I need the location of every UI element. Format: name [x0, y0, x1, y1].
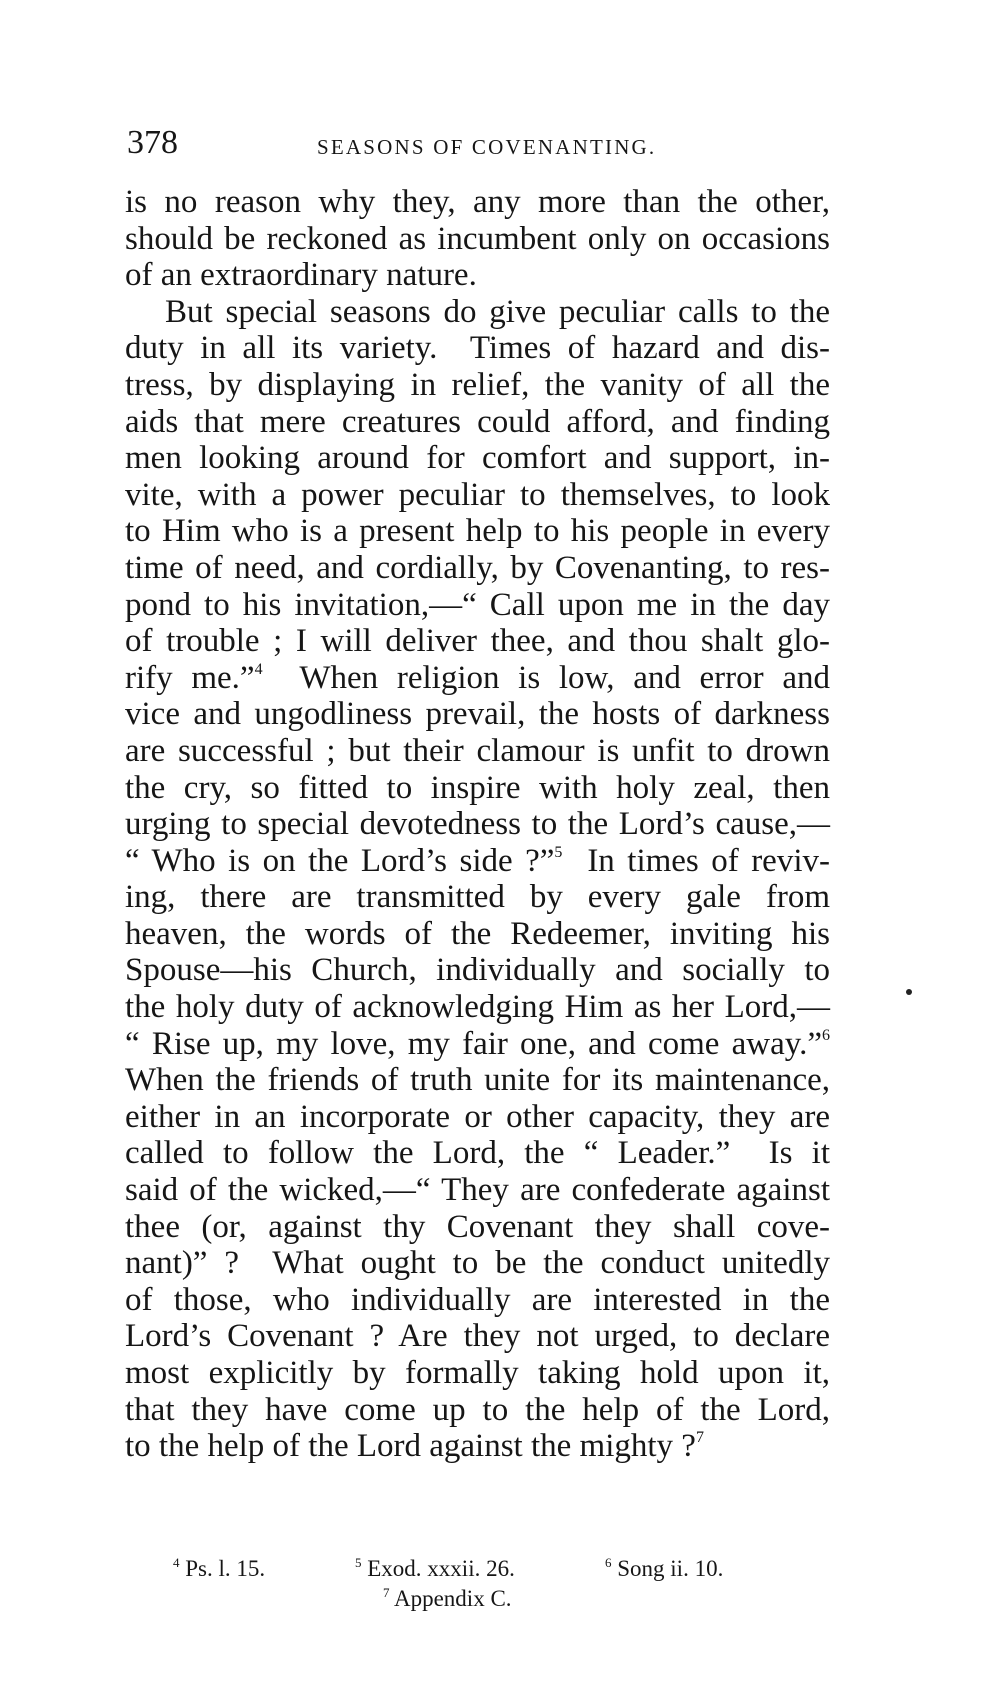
- line-text: vite, with a power peculiar to themselves, to look: [125, 476, 830, 513]
- line-text: should be reckoned as incumbent only on occasions: [125, 220, 830, 257]
- text-line: [125, 1245, 830, 1282]
- text-line: [125, 1392, 830, 1429]
- text-line: [125, 1135, 830, 1172]
- line-text: aids that mere creatures could afford, and finding: [125, 403, 830, 440]
- line-text: nant)” ? What ought to be the conduct unitedly: [125, 1245, 830, 1282]
- line-text: “ Rise up, my love, my fair one, and come away.”: [125, 1025, 822, 1062]
- text-line: [125, 404, 830, 441]
- text-line: [125, 221, 830, 258]
- text-line: [125, 843, 830, 880]
- text-line: [125, 916, 830, 953]
- text-line: [125, 733, 830, 770]
- line-text: either in an incorporate or other capacity, they are: [125, 1098, 830, 1135]
- text-line: [125, 1172, 830, 1209]
- line-text: When the friends of truth unite for its maintenance,: [125, 1062, 830, 1099]
- footnote-ref: 4: [254, 660, 263, 678]
- text-line: [125, 660, 830, 697]
- text-line: [125, 1062, 830, 1099]
- line-text: of an extraordinary nature.: [125, 257, 477, 294]
- footnote-4: [173, 1554, 265, 1584]
- text-line: [125, 1282, 830, 1319]
- line-text: of those, who individually are interested in the: [125, 1281, 830, 1318]
- line-text: that they have come up to the help of the Lord,: [125, 1391, 830, 1428]
- footnote-6: [605, 1554, 723, 1584]
- footnote-text: Appendix C.: [393, 1586, 512, 1611]
- text-line: [125, 1318, 830, 1355]
- text-line: [125, 952, 830, 989]
- line-text: heaven, the words of the Redeemer, inviting his: [125, 915, 830, 952]
- text-line: [125, 550, 830, 587]
- footnote-row: [125, 1554, 830, 1584]
- text-line: [125, 806, 830, 843]
- body-text: [125, 184, 830, 1465]
- text-line: [125, 989, 830, 1026]
- line-text: ing, there are transmitted by every gale from: [125, 879, 830, 916]
- footnote-number: 7: [383, 1585, 390, 1600]
- text-line: [125, 1428, 830, 1465]
- line-text: time of need, and cordially, by Covenanting, to res-: [125, 549, 830, 586]
- footnote-ref: 7: [695, 1429, 704, 1447]
- page-header: [127, 118, 827, 168]
- line-text-continued: When religion is low, and error and: [262, 659, 830, 696]
- line-text: Spouse—his Church, individually and socially to: [125, 952, 830, 989]
- footnote-7: [383, 1584, 512, 1614]
- footnote-ref: 5: [554, 843, 563, 861]
- footnote-5: [355, 1554, 515, 1584]
- text-line: [125, 330, 830, 367]
- line-text: vice and ungodliness prevail, the hosts of darkness: [125, 696, 830, 733]
- line-text: “ Who is on the Lord’s side ?”: [125, 842, 555, 879]
- footnote-text: Exod. xxxii. 26.: [367, 1556, 515, 1581]
- text-line: [125, 879, 830, 916]
- text-line: [125, 1209, 830, 1246]
- text-line: [125, 513, 830, 550]
- footnote-number: 5: [355, 1555, 362, 1570]
- page-number: 378: [127, 124, 178, 161]
- footnote-number: 4: [173, 1555, 180, 1570]
- line-text: tress, by displaying in relief, the vanity of all the: [125, 366, 830, 403]
- footnote-number: 6: [605, 1555, 612, 1570]
- line-text: Lord’s Covenant ? Are they not urged, to declare: [125, 1318, 830, 1355]
- text-line: [125, 294, 830, 331]
- line-text: to Him who is a present help to his people in every: [125, 513, 830, 550]
- footnote-text: Ps. l. 15.: [185, 1556, 266, 1581]
- text-line: [125, 184, 830, 221]
- text-line: [125, 440, 830, 477]
- line-text: most explicitly by formally taking hold upon it,: [125, 1355, 830, 1391]
- line-text: is no reason why they, any more than the other,: [125, 184, 830, 220]
- ink-speck: [906, 989, 912, 995]
- text-line: [125, 367, 830, 404]
- line-text: urging to special devotedness to the Lord’s cause,—: [125, 806, 830, 843]
- text-line: [125, 770, 830, 807]
- line-text-continued: In times of reviv-: [562, 842, 830, 879]
- text-line: [125, 623, 830, 660]
- text-line: [125, 1026, 830, 1063]
- line-text: duty in all its variety. Times of hazard and dis-: [125, 330, 830, 367]
- line-text: the cry, so fitted to inspire with holy zeal, then: [125, 769, 830, 806]
- line-text: pond to his invitation,—“ Call upon me in the day: [125, 586, 830, 623]
- line-text: of trouble ; I will deliver thee, and thou shalt glo-: [125, 623, 830, 660]
- footnotes: [125, 1554, 830, 1614]
- line-text: the holy duty of acknowledging Him as her Lord,—: [125, 989, 830, 1026]
- footnote-row: [125, 1584, 830, 1614]
- line-text: rify me.”: [125, 659, 255, 696]
- text-line: [125, 257, 830, 294]
- footnote-text: Song ii. 10.: [617, 1556, 724, 1581]
- line-text: But special seasons do give peculiar calls to the: [165, 293, 830, 330]
- line-text: thee (or, against thy Covenant they shall cove-: [125, 1208, 830, 1245]
- running-head: SEASONS OF COVENANTING.: [317, 135, 657, 159]
- line-text: called to follow the Lord, the “ Leader.” Is it: [125, 1135, 830, 1172]
- text-line: [125, 587, 830, 624]
- text-line: [125, 1099, 830, 1136]
- text-line: [125, 477, 830, 514]
- line-text: men looking around for comfort and support, in-: [125, 440, 830, 477]
- text-line: [125, 696, 830, 733]
- line-text: to the help of the Lord against the mighty ?: [125, 1428, 696, 1465]
- line-text: are successful ; but their clamour is unfit to drown: [125, 732, 830, 769]
- text-line: [125, 1355, 830, 1392]
- footnote-ref: 6: [822, 1026, 830, 1044]
- line-text: said of the wicked,—“ They are confederate against: [125, 1172, 830, 1209]
